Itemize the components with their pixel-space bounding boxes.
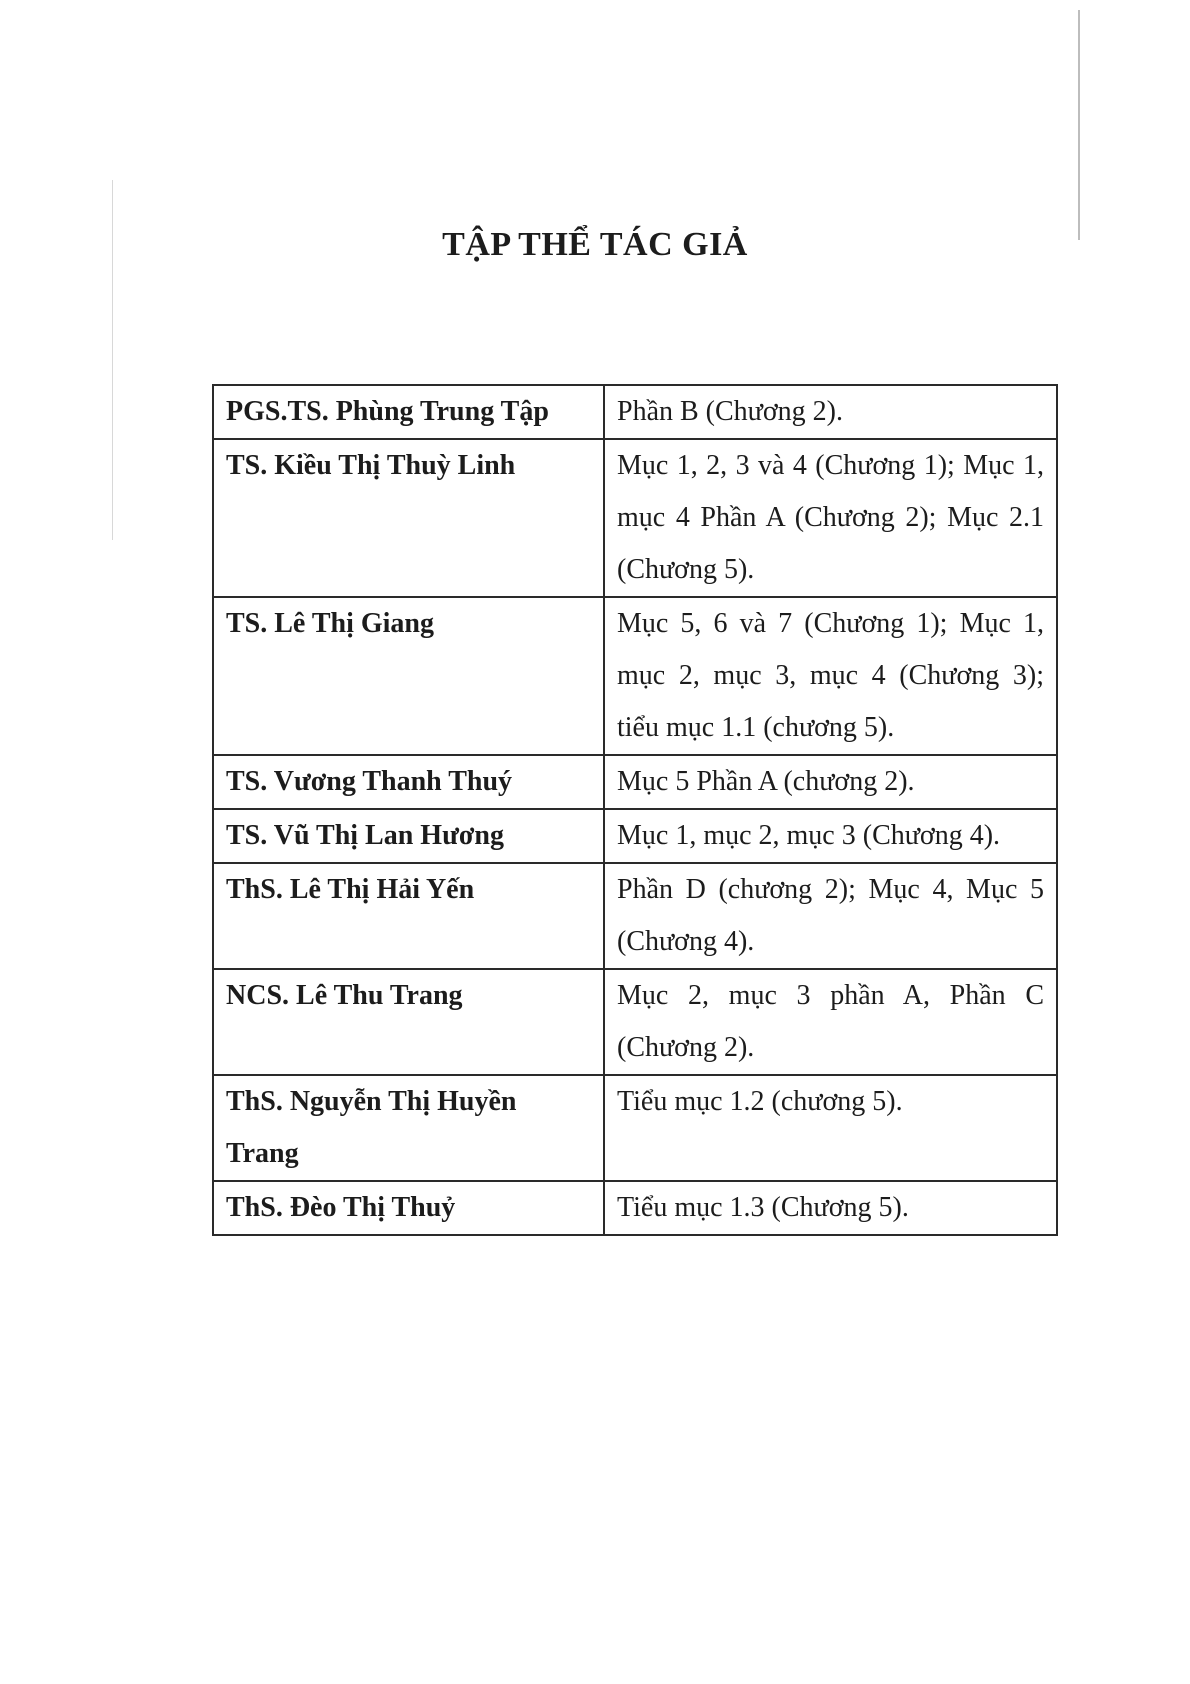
author-contribution: Phần B (Chương 2). bbox=[604, 385, 1057, 439]
author-name: ThS. Nguyễn Thị Huyền Trang bbox=[213, 1075, 604, 1181]
author-contribution: Mục 2, mục 3 phần A, Phần C (Chương 2). bbox=[604, 969, 1057, 1075]
table-row bbox=[213, 1181, 1057, 1235]
author-name: NCS. Lê Thu Trang bbox=[213, 969, 604, 1075]
table-row bbox=[213, 863, 1057, 969]
table-row bbox=[213, 439, 1057, 597]
scan-edge-right bbox=[1078, 10, 1080, 240]
author-name: ThS. Lê Thị Hải Yến bbox=[213, 863, 604, 969]
author-contribution: Mục 1, mục 2, mục 3 (Chương 4). bbox=[604, 809, 1057, 863]
author-contribution: Phần D (chương 2); Mục 4, Mục 5 (Chương 4). bbox=[604, 863, 1057, 969]
author-name: ThS. Đèo Thị Thuỷ bbox=[213, 1181, 604, 1235]
author-contribution: Mục 1, 2, 3 và 4 (Chương 1); Mục 1, mục 4 Phần A (Chương 2); Mục 2.1 (Chương 5). bbox=[604, 439, 1057, 597]
author-name: TS. Vương Thanh Thuý bbox=[213, 755, 604, 809]
table-row bbox=[213, 385, 1057, 439]
author-name: TS. Kiều Thị Thuỳ Linh bbox=[213, 439, 604, 597]
author-contribution: Mục 5 Phần A (chương 2). bbox=[604, 755, 1057, 809]
table-row bbox=[213, 597, 1057, 755]
page-title: TẬP THỂ TÁC GIẢ bbox=[442, 226, 748, 263]
author-contribution: Tiểu mục 1.2 (chương 5). bbox=[604, 1075, 1057, 1181]
table-row bbox=[213, 1075, 1057, 1181]
author-name: TS. Lê Thị Giang bbox=[213, 597, 604, 755]
author-name: TS. Vũ Thị Lan Hương bbox=[213, 809, 604, 863]
authors-table bbox=[212, 384, 1058, 1236]
author-contribution: Tiểu mục 1.3 (Chương 5). bbox=[604, 1181, 1057, 1235]
table-row bbox=[213, 755, 1057, 809]
author-contribution: Mục 5, 6 và 7 (Chương 1); Mục 1, mục 2, mục 3, mục 4 (Chương 3); tiểu mục 1.1 (chương 5). bbox=[604, 597, 1057, 755]
author-name: PGS.TS. Phùng Trung Tập bbox=[213, 385, 604, 439]
table-row bbox=[213, 969, 1057, 1075]
table-row bbox=[213, 809, 1057, 863]
